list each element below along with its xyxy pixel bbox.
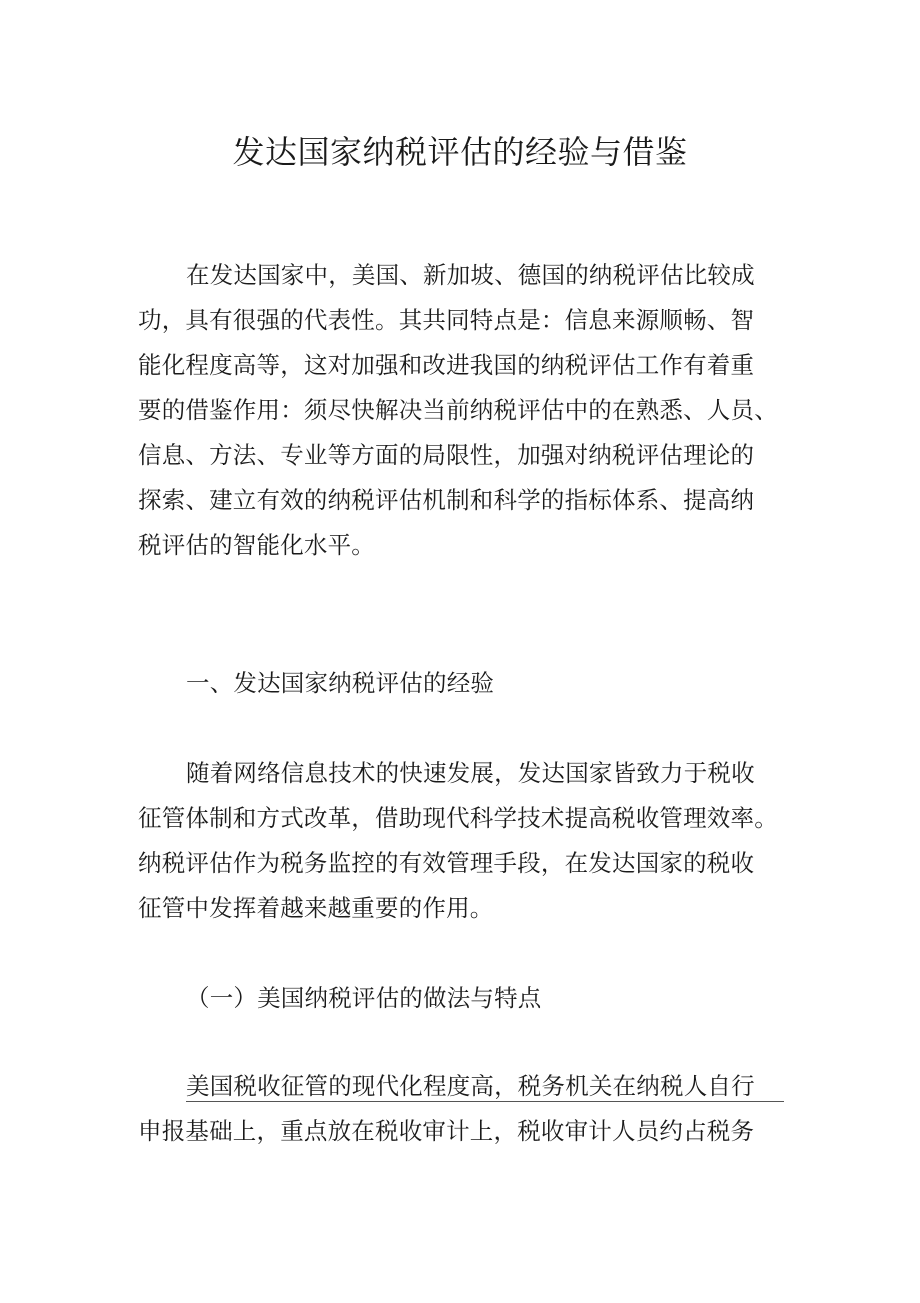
paragraph-line: 信息、方法、专业等方面的局限性，加强对纳税评估理论的: [138, 441, 755, 469]
paragraph-line: 征管中发挥着越来越重要的作用。: [138, 894, 494, 922]
section-heading: 一、发达国家纳税评估的经验: [186, 669, 495, 697]
paragraph-line: 在发达国家中，美国、新加坡、德国的纳税评估比较成: [186, 261, 755, 289]
paragraph-line: 功，具有很强的代表性。其共同特点是：信息来源顺畅、智: [138, 306, 755, 334]
paragraph-line: 美国税收征管的现代化程度高，税务机关在纳税人自行: [186, 1072, 755, 1100]
paragraph-line: 征管体制和方式改革，借助现代科学技术提高税收管理效率。: [138, 804, 778, 832]
paragraph-line: 探索、建立有效的纳税评估机制和科学的指标体系、提高纳: [138, 486, 755, 514]
underline-rule: [186, 1101, 784, 1102]
paragraph-line: 纳税评估作为税务监控的有效管理手段，在发达国家的税收: [138, 849, 755, 877]
paragraph-line: 能化程度高等，这对加强和改进我国的纳税评估工作有着重: [138, 351, 755, 379]
paragraph-line: 要的借鉴作用：须尽快解决当前纳税评估中的在熟悉、人员、: [138, 396, 778, 424]
paragraph-line: 申报基础上，重点放在税收审计上，税收审计人员约占税务: [138, 1117, 755, 1145]
paragraph-line: 随着网络信息技术的快速发展，发达国家皆致力于税收: [186, 759, 755, 787]
subsection-heading: （一）美国纳税评估的做法与特点: [186, 984, 542, 1012]
document-title: 发达国家纳税评估的经验与借鉴: [232, 133, 688, 171]
paragraph-line: 税评估的智能化水平。: [138, 531, 375, 559]
